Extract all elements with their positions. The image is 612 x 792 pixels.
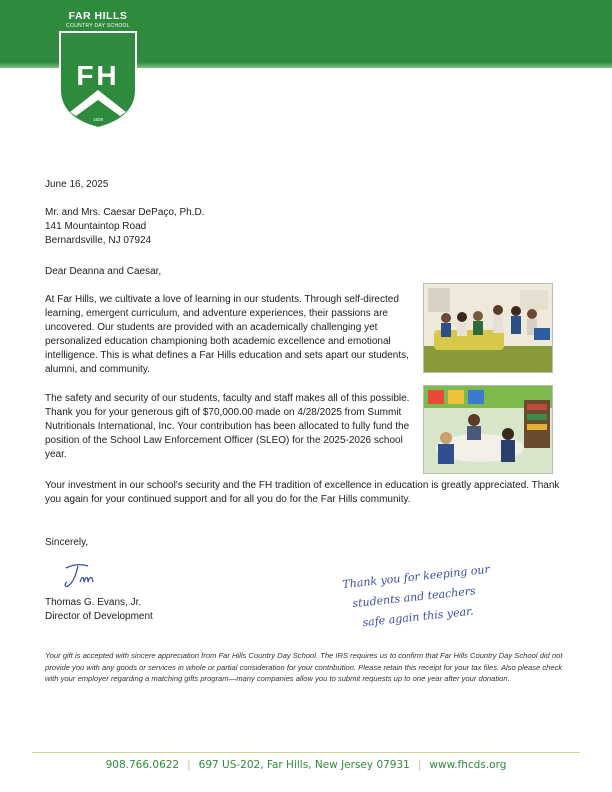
crest-year: 1929 — [92, 117, 103, 122]
signer-title: Director of Development — [45, 611, 153, 622]
signature-mark — [62, 562, 98, 590]
classroom-photo — [423, 385, 553, 474]
crest-motto: IN VIRTUTE MULTI ASCENSUS — [66, 128, 130, 133]
handwritten-line-2: students and teachers — [351, 584, 477, 611]
students-photo-illustration — [424, 284, 553, 373]
paragraph-1: At Far Hills, we cultivate a love of learning in our students. Through self-directed learning, emergent curriculum, and adventure experiences, their passions are uncovered. Our students are provided with an academically challenging yet personalized education championing both academic excellence and emotional intelligence. This is what defines a Far Hills education and sets apart our students, alumni, and community. — [45, 294, 409, 375]
students-photo — [423, 283, 553, 373]
footer-contact — [32, 759, 580, 771]
tax-disclaimer: Your gift is accepted with sincere appreciation from Far Hills Country Day School. The IRS requires us to confirm that Far Hills Country Day School did not provide you with any goods or services in whole or partial consideration for your contribution. Please retain this receipt for your tax files. Also please check with your employer regarding a matching gifts program—many companies allow you to submit requests up to one year after your donation. — [45, 651, 563, 683]
handwritten-line-1: Thank you for keeping our — [341, 562, 491, 592]
paragraph-2: The safety and security of our students, faculty and staff makes all of this possible. Thank you for your generous gift of $70,000.00 made on 4/28/2025 from Summit Nutritionals International, Inc. Your contribution has been allocated to fully fund the position of the School Law Enforcement Officer (SLEO) for the 2025-2026 school year. — [45, 393, 410, 460]
classroom-photo-illustration — [424, 386, 553, 474]
salutation: Dear Deanna and Caesar, — [45, 266, 162, 277]
signer-name: Thomas G. Evans, Jr. — [45, 597, 142, 608]
signer-block — [45, 596, 153, 624]
footer-divider — [32, 752, 580, 753]
handwritten-line-3: safe again this year. — [361, 604, 475, 630]
footer-separator: | — [417, 759, 422, 771]
paragraph-3: Your investment in our school's security and the FH tradition of excellence in education is greatly appreciated. Thank you again for your continued support and for all you do for the Far Hills community. — [45, 480, 560, 505]
closing: Sincerely, — [45, 537, 89, 548]
school-crest — [52, 10, 144, 140]
footer-address: 697 US-202, Far Hills, New Jersey 07931 — [198, 759, 410, 771]
footer-separator: | — [187, 759, 191, 771]
crest-school-sub: COUNTRY DAY SCHOOL — [66, 23, 130, 29]
crest-initials: FH — [76, 60, 120, 91]
crest-school-name: FAR HILLS — [68, 10, 128, 22]
letter-date: June 16, 2025 — [45, 179, 109, 190]
recipient-street: 141 Mountaintop Road — [45, 221, 147, 232]
recipient-city: Bernardsville, NJ 07924 — [45, 235, 152, 246]
handwritten-note — [341, 551, 576, 635]
footer-phone: 908.766.0622 — [105, 759, 180, 771]
recipient-name: Mr. and Mrs. Caesar DePaço, Ph.D. — [45, 207, 205, 218]
recipient-address — [45, 206, 205, 248]
footer-website[interactable]: www.fhcds.org — [429, 759, 507, 771]
